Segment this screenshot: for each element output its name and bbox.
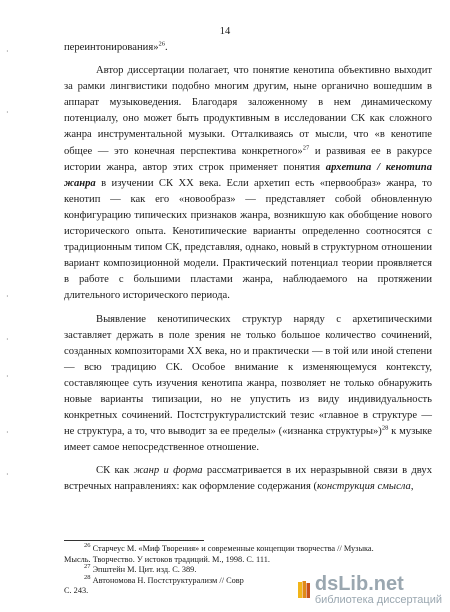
footnote-26-cont: Мысль. Творчество. У истоков традиций. М., 1998. С. 111. bbox=[64, 554, 270, 564]
margin-mark: · bbox=[6, 292, 9, 301]
emphasis-construction: конструкция смысла bbox=[317, 481, 411, 493]
footnote-26: $^{26}$ Старчеус М. «Миф Творения» и современные концепции творчества // Музыка. bbox=[84, 542, 374, 553]
paragraph-genre-form: СК как жанр и форма рассматривается в их неразрывной связи в двух встречных направлениях: как оформление содержания (конструкция смысла, bbox=[64, 465, 432, 493]
body-text bbox=[64, 40, 432, 496]
margin-mark: · bbox=[6, 47, 9, 56]
footnote-27: $^{27}$ Эпштейн М. Цит. изд. С. 389. bbox=[84, 563, 197, 575]
footnote-ref-26[interactable]: 26 bbox=[158, 40, 166, 48]
footnote-divider bbox=[64, 540, 204, 541]
book-icon bbox=[297, 580, 311, 600]
footnote-ref-28[interactable]: 28 bbox=[381, 424, 389, 432]
margin-mark: · bbox=[6, 428, 9, 437]
footnote-ref-27[interactable]: 27 bbox=[302, 144, 310, 152]
page-number: 14 bbox=[219, 26, 231, 37]
margin-mark: · bbox=[6, 335, 9, 344]
margin-mark: · bbox=[6, 108, 9, 117]
footnote-28-cont: С. 243. bbox=[64, 586, 89, 596]
emphasis-genre-form: жанр и форма bbox=[133, 465, 203, 477]
margin-mark: · bbox=[6, 372, 9, 381]
paragraph-continuation: переинтонирования»$^{26}$. bbox=[64, 40, 168, 53]
watermark[interactable] bbox=[297, 574, 442, 606]
watermark-brand: dsLib.net bbox=[314, 573, 404, 595]
footnote-28: $^{28}$ Автономова Н. Постструктурализм // Совр bbox=[84, 574, 244, 585]
emphasis-archetype: архетипа / кенотипа жанра bbox=[64, 161, 432, 189]
paragraph-kenotype: Автор диссертации полагает, что понятие кенотипа объективно выходит за рамки лингвистики подобно многим другим, ныне органично вошедшим в аппарат музыковедения. Благодаря заложенному в нем динамическому потенциалу, оно может быть продуктивным в исследовании СК как сложного жанра инструментальной музыки. Отталкиваясь от мысли, что «в кенотипе общее — это конечная перспектива конкретного»$^{27}$ и развивая ее в ракурсе истории жанра, автор этих строк применяет понятия архетипа / кенотипа жанра в изучении СК XX века. Если архетип есть «первообраз» жанра, то кенотип — как его «новообраз» — представляет собой обновленную конфигурацию типических признаков жанра, возникшую как обобщение нового исторического опыта. Кенотипические варианты определенно соотносятся с традиционным типом СК, представляя, однако, новый в структурном отношении вариант композиционной модели. Практический потенциал теории проявляется в работе с большими пластами жанра, наблюдаемого на протяжении длительного исторического периода. bbox=[64, 65, 432, 302]
watermark-subtitle: библиотека диссертаций bbox=[314, 594, 442, 606]
paragraph-structures: Выявление кенотипических структур наряду с архетипическими заставляет держать в поле зрения не только большое количество сочинений, созданных композиторами XX века, но и практически — в той или иной степени — всю традицию СК. Особое внимание к изменяющемуся контексту, составляющее суть изучения кенотипа жанра, позволяет не только обнаружить новые варианты типизации, но не упустить из виду индивидуальность конкретных сочинений. Постструктуралистский тезис «главное в структуре — не структура, а то, что выводит за ее пределы» («изнанка структуры»)$^{28}$ к музыке имеет самое непосредственное отношение. bbox=[64, 313, 432, 454]
margin-mark: · bbox=[6, 470, 9, 479]
